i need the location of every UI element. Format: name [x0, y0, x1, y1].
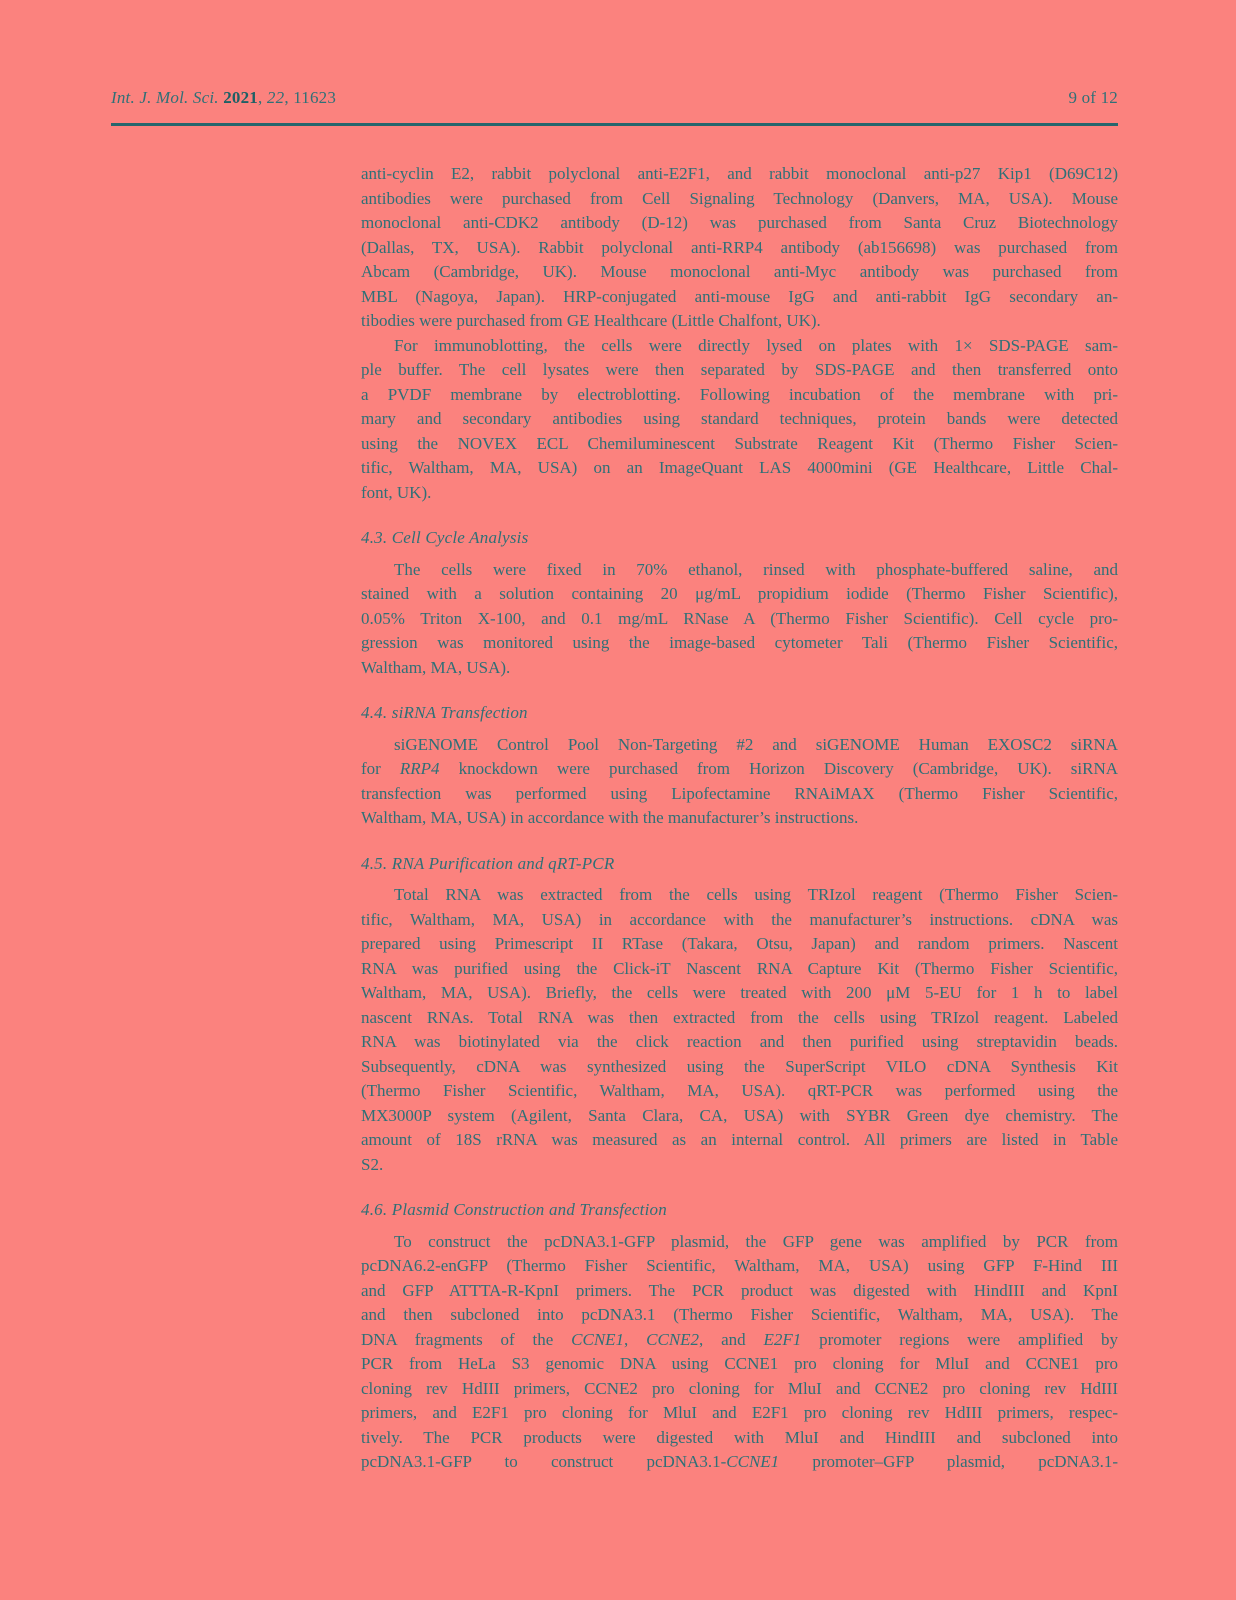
text-line: for RRP4 knockdown were purchased from Horizon Discovery (Cambridge, UK). siRNA: [361, 759, 1118, 778]
body-paragraph: [361, 558, 1118, 681]
text-line: MBL (Nagoya, Japan). HRP-conjugated anti-mouse IgG and anti-rabbit IgG secondary an-: [361, 286, 1118, 306]
text-line: a PVDF membrane by electroblotting. Following incubation of the membrane with pri-: [361, 384, 1118, 404]
text-line: using the NOVEX ECL Chemiluminescent Substrate Reagent Kit (Thermo Fisher Scien-: [361, 433, 1118, 453]
text-line: 0.05% Triton X-100, and 0.1 mg/mL RNase A (Thermo Fisher Scientific). Cell cycle pro-: [361, 608, 1118, 628]
body-paragraph: [361, 162, 1118, 334]
text-line: anti-cyclin E2, rabbit polyclonal anti-E2F1, and rabbit monoclonal anti-p27 Kip1 (D69C12): [361, 164, 1118, 183]
text-line: Waltham, MA, USA). Briefly, the cells were treated with 200 μM 5-EU for 1 h to label: [361, 983, 1118, 1002]
text-line: and GFP ATTTA-R-KpnI primers. The PCR product was digested with HindIII and KpnI: [361, 1280, 1118, 1300]
text-line: mary and secondary antibodies using standard techniques, protein bands were detected: [361, 409, 1118, 428]
text-line: primers, and E2F1 pro cloning for MluI and E2F1 pro cloning rev HdIII primers, respec-: [361, 1403, 1118, 1422]
text-line: tific, Waltham, MA, USA) on an ImageQuant LAS 4000mini (GE Healthcare, Little Chal-: [361, 458, 1118, 477]
section-heading: 4.6. Plasmid Construction and Transfection: [361, 1200, 667, 1219]
text-line: transfection was performed using Lipofectamine RNAiMAX (Thermo Fisher Scientific,: [361, 783, 1118, 803]
text-line: To construct the pcDNA3.1-GFP plasmid, the GFP gene was amplified by PCR from: [394, 1231, 1118, 1251]
section-heading: 4.4. siRNA Transfection: [361, 703, 528, 722]
body-paragraph: [361, 733, 1118, 831]
text-line: monoclonal anti-CDK2 antibody (D-12) was purchased from Santa Cruz Biotechnology: [361, 213, 1118, 232]
text-line: pcDNA3.1-GFP to construct pcDNA3.1-CCNE1 promoter–GFP plasmid, pcDNA3.1-: [361, 1452, 1118, 1471]
body-paragraph: [361, 334, 1118, 506]
page-number: 9 of 12: [1068, 88, 1118, 107]
text-line: gression was monitored using the image-based cytometer Tali (Thermo Fisher Scientific,: [361, 633, 1118, 652]
text-line: DNA fragments of the CCNE1, CCNE2, and E2F1 promoter regions were amplified by: [361, 1329, 1118, 1349]
text-line: (Dallas, TX, USA). Rabbit polyclonal anti-RRP4 antibody (ab156698) was purchased from: [361, 237, 1118, 257]
text-line: S2.: [361, 1154, 384, 1174]
text-line: prepared using Primescript II RTase (Takara, Otsu, Japan) and random primers. Nascent: [361, 934, 1118, 953]
text-line: font, UK).: [361, 482, 432, 502]
text-line: siGENOME Control Pool Non-Targeting #2 and siGENOME Human EXOSC2 siRNA: [394, 734, 1118, 754]
text-line: Waltham, MA, USA) in accordance with the manufacturer’s instructions.: [361, 808, 859, 827]
section-heading: 4.5. RNA Purification and qRT-PCR: [361, 853, 615, 873]
journal-citation: Int. J. Mol. Sci. 2021, 22, 11623: [111, 88, 337, 107]
text-line: pcDNA6.2-enGFP (Thermo Fisher Scientific, Waltham, MA, USA) using GFP F-Hind III: [361, 1256, 1118, 1275]
text-line: RNA was purified using the Click-iT Nascent RNA Capture Kit (Thermo Fisher Scientific,: [361, 958, 1118, 978]
text-line: stained with a solution containing 20 μg/mL propidium iodide (Thermo Fisher Scientific),: [361, 584, 1118, 603]
text-line: amount of 18S rRNA was measured as an internal control. All primers are listed in Table: [361, 1130, 1118, 1149]
page-header: [111, 88, 1118, 108]
section-heading: 4.3. Cell Cycle Analysis: [361, 528, 529, 547]
text-line: tibodies were purchased from GE Healthcare (Little Chalfont, UK).: [361, 311, 821, 330]
body-paragraph: [361, 1230, 1118, 1475]
text-line: Total RNA was extracted from the cells using TRIzol reagent (Thermo Fisher Scien-: [394, 885, 1118, 904]
text-line: The cells were fixed in 70% ethanol, rinsed with phosphate-buffered saline, and: [394, 559, 1118, 579]
text-line: tific, Waltham, MA, USA) in accordance with the manufacturer’s instructions. cDNA was: [361, 909, 1118, 929]
text-line: Subsequently, cDNA was synthesized using the SuperScript VILO cDNA Synthesis Kit: [361, 1056, 1118, 1076]
text-line: PCR from HeLa S3 genomic DNA using CCNE1 pro cloning for MluI and CCNE1 pro: [361, 1354, 1118, 1373]
text-line: Waltham, MA, USA).: [361, 657, 511, 677]
text-line: ple buffer. The cell lysates were then separated by SDS-PAGE and then transferred onto: [361, 360, 1118, 379]
text-line: RNA was biotinylated via the click reaction and then purified using streptavidin beads.: [361, 1032, 1118, 1051]
article-body: [361, 162, 1118, 1475]
text-line: For immunoblotting, the cells were directly lysed on plates with 1× SDS-PAGE sam-: [394, 335, 1118, 355]
text-line: and then subcloned into pcDNA3.1 (Thermo Fisher Scientific, Waltham, MA, USA). The: [361, 1305, 1118, 1324]
header-rule: [111, 123, 1118, 126]
text-line: Abcam (Cambridge, UK). Mouse monoclonal anti-Myc antibody was purchased from: [361, 262, 1118, 281]
text-line: nascent RNAs. Total RNA was then extracted from the cells using TRIzol reagent. Labeled: [361, 1007, 1118, 1027]
text-line: tively. The PCR products were digested with MluI and HindIII and subcloned into: [361, 1427, 1118, 1447]
body-paragraph: [361, 883, 1118, 1177]
text-line: (Thermo Fisher Scientific, Waltham, MA, USA). qRT-PCR was performed using the: [361, 1081, 1118, 1100]
text-line: MX3000P system (Agilent, Santa Clara, CA, USA) with SYBR Green dye chemistry. The: [361, 1105, 1118, 1125]
text-line: antibodies were purchased from Cell Signaling Technology (Danvers, MA, USA). Mouse: [361, 188, 1118, 208]
text-line: cloning rev HdIII primers, CCNE2 pro cloning for MluI and CCNE2 pro cloning rev HdIII: [361, 1378, 1118, 1398]
